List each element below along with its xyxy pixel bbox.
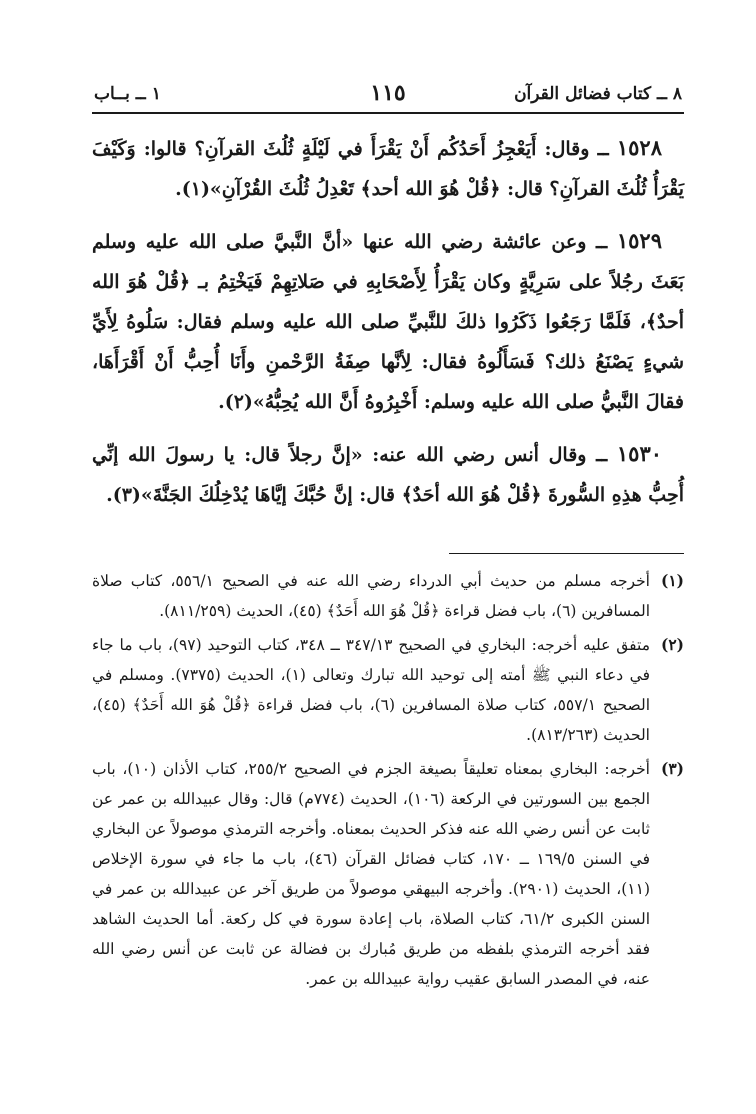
- hadith-number: ١٥٢٨: [616, 135, 662, 160]
- footnote-marker: (٢): [660, 635, 684, 654]
- footnote-marker: (١): [660, 571, 684, 590]
- footnote-text: متفق عليه أخرجه: البخاري في الصحيح ٣٤٧/١٣ ــ ٣٤٨، كتاب التوحيد (٩٧)، باب ما جاء في دعاء النبي ﷺ أمته إلى توحيد الله تبارك وتعالى (١)، الحديث (٧٣٧٥). ومسلم في الصحيح ٥٥٧/١، كتاب صلاة المسافرين (٦)، باب فضل قراءة ﴿قُلْ هُوَ الله أَحَدٌ﴾ (٤٥)، الحديث (٨١٣/٢٦٣).: [92, 636, 651, 744]
- footnote-text: أخرجه مسلم من حديث أبي الدرداء رضي الله عنه في الصحيح ٥٥٦/١، كتاب صلاة المسافرين (٦)، باب فضل قراءة ﴿قُلْ هُوَ الله أَحَدٌ﴾ (٤٥)، الحديث (٨١١/٢٥٩).: [92, 572, 650, 620]
- hadith-number: ١٥٣٠: [616, 441, 663, 466]
- section-title: ١ ــ بــاب: [94, 84, 161, 104]
- footnote-marker: (٣): [660, 759, 684, 778]
- book-page: [92, 78, 684, 1078]
- hadith-text: ــ وقال: أَيَعْجِزُ أَحَدُكُم أَنْ يَقْرَأَ في لَيْلَةٍ ثُلُثَ القرآنِ؟ قالوا: وَكَيْفَ يَقْرَأُ ثُلُثَ القرآنِ؟ قال: ﴿قُلْ هُوَ الله أحد﴾ تَعْدِلُ ثُلُثَ القُرْآنِ»(١).: [92, 138, 684, 200]
- footnote-text: أخرجه: البخاري بمعناه تعليقاً بصيغة الجزم في الصحيح ٢٥٥/٢، كتاب الأذان (١٠)، باب الجمع بين السورتين في الركعة (١٠٦)، الحديث (٧٧٤م) قال: وقال عبيدالله بن عمر عن ثابت عن أنس رضي الله عنه فذكر الحديث بمعناه. وأخرجه الترمذي موصولاً عن البخاري في السنن ١٦٩/٥ ــ ١٧٠، كتاب فضائل القرآن (٤٦)، باب ما جاء في سورة الإخلاص (١١)، الحديث (٢٩٠١). وأخرجه البيهقي موصولاً من طريق آخر عن عبيدالله بن عمر في السنن الكبرى ٦١/٢، كتاب الصلاة، باب إعادة سورة في كل ركعة. أما الحديث الشاهد فقد أخرجه الترمذي بلفظه من طريق مُبارك بن فضالة عن ثابت عن أنس رضي الله عنه، في المصدر السابق عقيب رواية عبيدالله بن عمر.: [92, 760, 651, 988]
- footnote: [92, 754, 684, 994]
- footnote-divider: [449, 553, 684, 554]
- footnotes-section: [92, 553, 684, 994]
- hadith-text: ــ وعن عائشة رضي الله عنها «أنَّ النَّبيَّ صلى الله عليه وسلم بَعَثَ رجُلاً على سَرِيَّةٍ وكان يَقْرَأُ لِأَصْحَابِهِ في صَلاتِهِمْ فَيَخْتِمُ بـ ﴿قُلْ هُوَ الله أحدٌ﴾، فَلَمَّا رَجَعُوا ذَكَرُوا ذلكَ للنَّبيِّ صلى الله عليه وسلم فقال: سَلُوهُ لِأَيِّ شيءٍ يَصْنَعُ ذلك؟ فَسَأَلُوهُ فقال: لِأنَّها صِفَةُ الرَّحْمنِ وأَنَا أُحِبُّ أَنْ أَقْرَأَهَا، فقالَ النَّبيُّ صلى الله عليه وسلم: أَخْبِرُوهُ أَنَّ الله يُحِبُّهُ»(٢).: [92, 231, 684, 413]
- running-header: [92, 78, 684, 114]
- hadith-paragraph: [92, 128, 684, 209]
- footnote: [92, 630, 684, 750]
- main-text: [92, 128, 684, 515]
- hadith-number: ١٥٢٩: [616, 228, 662, 253]
- footnote: [92, 566, 684, 626]
- hadith-paragraph: [92, 434, 684, 515]
- chapter-title: ٨ ــ كتاب فضائل القرآن: [514, 84, 682, 104]
- hadith-text: ــ وقال أنس رضي الله عنه: «إنَّ رجلاً قال: يا رسولَ الله إنِّي أُحِبُّ هذِهِ السُّورةَ ﴿قُلْ هُوَ الله أحَدٌ﴾ قال: إنَّ حُبَّكَ إيَّاهَا يُدْخِلُكَ الجَنَّةَ»(٣).: [92, 444, 684, 506]
- hadith-paragraph: [92, 221, 684, 422]
- page-number: ١١٥: [370, 80, 406, 106]
